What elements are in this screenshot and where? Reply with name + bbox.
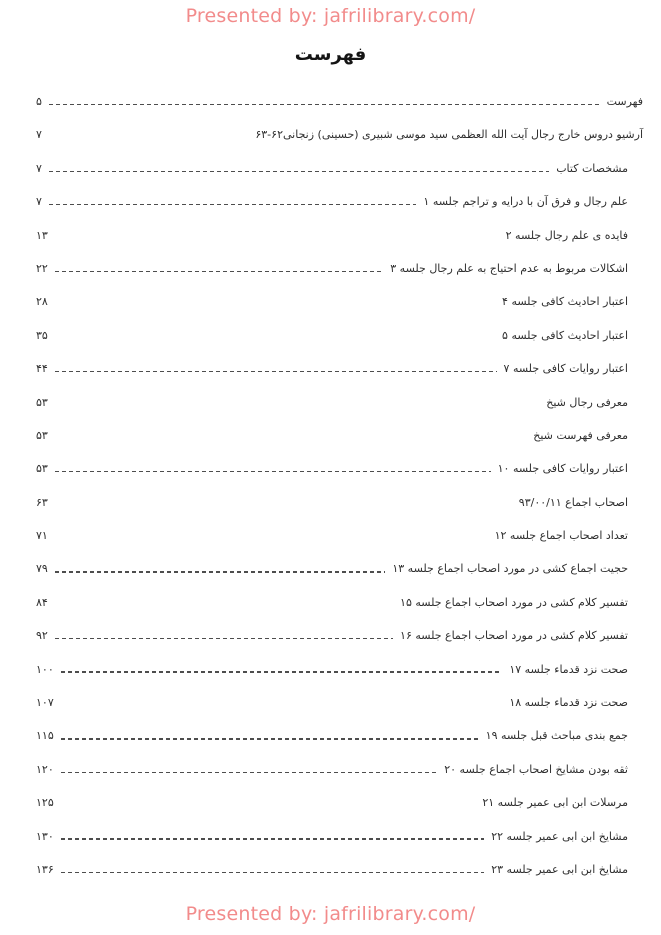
dotted-leader bbox=[55, 271, 383, 272]
toc-entry-title: معرفی فهرست شیخ bbox=[533, 428, 628, 442]
toc-entry-title: فهرست bbox=[606, 95, 643, 108]
dotted-leader bbox=[49, 137, 248, 138]
toc-entry-title: ثقه بودن مشایخ اصحاب اجماع جلسه ۲۰ bbox=[444, 762, 628, 776]
toc-entry-page-number: ۱۳۶ bbox=[36, 862, 54, 876]
dotted-leader bbox=[55, 605, 393, 606]
toc-entry bbox=[36, 593, 643, 613]
page-title: فهرست bbox=[294, 44, 367, 65]
toc-entry-page-number: ۶۳ bbox=[36, 495, 48, 509]
toc-entry-page-number: ۲۸ bbox=[36, 295, 48, 309]
toc-entry-title: اشکالات مربوط به عدم احتیاج به علم رجال جلسه ۳ bbox=[390, 261, 628, 275]
dotted-leader bbox=[55, 471, 491, 472]
dotted-leader bbox=[61, 838, 484, 839]
dotted-leader bbox=[55, 404, 539, 405]
toc-entry-title: فایده ی علم رجال جلسه ۲ bbox=[505, 228, 628, 242]
toc-entry bbox=[36, 693, 643, 713]
toc-entry-page-number: ۱۳ bbox=[36, 228, 48, 242]
toc-entry-page-number: ۱۱۵ bbox=[36, 729, 54, 743]
toc-entry-title: صحت نزد قدماء جلسه ۱۸ bbox=[509, 696, 628, 710]
dotted-leader bbox=[61, 671, 503, 672]
toc-entry bbox=[36, 92, 643, 112]
dotted-leader bbox=[61, 772, 438, 773]
toc-entry-page-number: ۵ bbox=[36, 95, 42, 108]
toc-entry-page-number: ۱۲۰ bbox=[36, 762, 54, 776]
toc-entry bbox=[36, 326, 643, 346]
toc-entry bbox=[36, 760, 643, 780]
watermark-top: Presented by: jafrilibrary.com/ bbox=[185, 5, 476, 27]
toc-entry-page-number: ۱۰۷ bbox=[36, 696, 54, 710]
dotted-leader bbox=[61, 872, 484, 873]
dotted-leader bbox=[49, 104, 600, 105]
toc-entry bbox=[36, 226, 643, 246]
toc-entry-page-number: ۷ bbox=[36, 161, 42, 175]
toc-entry-page-number: ۵۳ bbox=[36, 428, 48, 442]
toc-entry-page-number: ۱۲۵ bbox=[36, 796, 54, 810]
dotted-leader bbox=[61, 738, 479, 739]
dotted-leader bbox=[61, 805, 476, 806]
toc-entry-title: آرشیو دروس خارج رجال آیت الله العظمی سید موسی شبیری (حسینی) زنجانی۶۲-۶۳ bbox=[255, 128, 643, 142]
toc-entry-title: مرسلات ابن ابی عمیر جلسه ۲۱ bbox=[482, 796, 628, 810]
dotted-leader bbox=[55, 338, 495, 339]
toc-entry-page-number: ۲۲ bbox=[36, 261, 48, 275]
toc-entry bbox=[36, 259, 643, 279]
toc-entry-page-number: ۷۱ bbox=[36, 529, 48, 543]
toc-entry bbox=[36, 526, 643, 546]
toc-entry-title: تفسیر کلام کشی در مورد اصحاب اجماع جلسه ۱۶ bbox=[400, 629, 628, 643]
toc-entry-title: صحت نزد قدماء جلسه ۱۷ bbox=[509, 662, 628, 676]
toc-entry bbox=[36, 393, 643, 413]
toc-entry-title: اعتبار احادیث کافی جلسه ۵ bbox=[502, 328, 628, 342]
toc-entry bbox=[36, 426, 643, 446]
toc-entry-title: معرفی رجال شیخ bbox=[546, 395, 628, 409]
toc-entry-page-number: ۷ bbox=[36, 195, 42, 209]
toc-entry-title: مشایخ ابن ابی عمیر جلسه ۲۲ bbox=[491, 829, 628, 843]
toc-entry bbox=[36, 726, 643, 746]
toc-entry bbox=[36, 860, 643, 880]
dotted-leader bbox=[55, 237, 499, 238]
toc-entry bbox=[36, 793, 643, 813]
toc-entry-title: مشایخ ابن ابی عمیر جلسه ۲۳ bbox=[491, 862, 628, 876]
toc-entry bbox=[36, 559, 643, 579]
dotted-leader bbox=[49, 171, 549, 172]
watermark-bottom: Presented by: jafrilibrary.com/ bbox=[185, 903, 476, 925]
toc-entry-page-number: ۱۳۰ bbox=[36, 829, 54, 843]
toc-entry bbox=[36, 192, 643, 212]
toc-entry-title: اعتبار روایات کافی جلسه ۷ bbox=[503, 362, 628, 376]
toc-entry-page-number: ۷۹ bbox=[36, 562, 48, 576]
toc-entry-title: جمع بندی مباحث قبل جلسه ۱۹ bbox=[485, 729, 628, 743]
toc-entry bbox=[36, 459, 643, 479]
toc-entry-page-number: ۳۵ bbox=[36, 328, 48, 342]
toc-entry bbox=[36, 827, 643, 847]
dotted-leader bbox=[55, 304, 495, 305]
toc-entry-page-number: ۴۴ bbox=[36, 362, 48, 376]
toc-entry bbox=[36, 125, 643, 145]
toc-entry-title: حجیت اجماع کشی در مورد اصحاب اجماع جلسه ۱۳ bbox=[392, 562, 628, 576]
toc-entry-title: اعتبار روایات کافی جلسه ۱۰ bbox=[497, 462, 628, 476]
toc-entry-title: اعتبار احادیث کافی جلسه ۴ bbox=[502, 295, 628, 309]
toc-entry-title: تعداد اصحاب اجماع جلسه ۱۲ bbox=[494, 529, 628, 543]
dotted-leader bbox=[55, 538, 488, 539]
toc-entry-page-number: ۱۰۰ bbox=[36, 662, 54, 676]
dotted-leader bbox=[55, 438, 526, 439]
toc-entry-page-number: ۵۳ bbox=[36, 395, 48, 409]
dotted-leader bbox=[49, 204, 416, 205]
toc-entry-title: علم رجال و فرق آن با درایه و تراجم جلسه ۱ bbox=[423, 195, 628, 209]
toc-entry bbox=[36, 493, 643, 513]
toc-entry-title: اصحاب اجماع ۹۳/۰۰/۱۱ bbox=[518, 495, 628, 509]
dotted-leader bbox=[55, 571, 386, 572]
toc-entry bbox=[36, 660, 643, 680]
dotted-leader bbox=[55, 638, 393, 639]
toc-list bbox=[36, 92, 643, 893]
toc-entry-page-number: ۹۲ bbox=[36, 629, 48, 643]
dotted-leader bbox=[55, 504, 512, 505]
toc-entry bbox=[36, 359, 643, 379]
toc-entry-page-number: ۵۳ bbox=[36, 462, 48, 476]
toc-entry-title: تفسیر کلام کشی در مورد اصحاب اجماع جلسه ۱۵ bbox=[400, 595, 628, 609]
toc-entry bbox=[36, 292, 643, 312]
toc-entry bbox=[36, 159, 643, 179]
dotted-leader bbox=[61, 705, 503, 706]
toc-entry bbox=[36, 626, 643, 646]
toc-entry-page-number: ۷ bbox=[36, 128, 42, 142]
toc-entry-page-number: ۸۴ bbox=[36, 595, 48, 609]
dotted-leader bbox=[55, 371, 497, 372]
toc-entry-title: مشخصات کتاب bbox=[556, 161, 628, 175]
